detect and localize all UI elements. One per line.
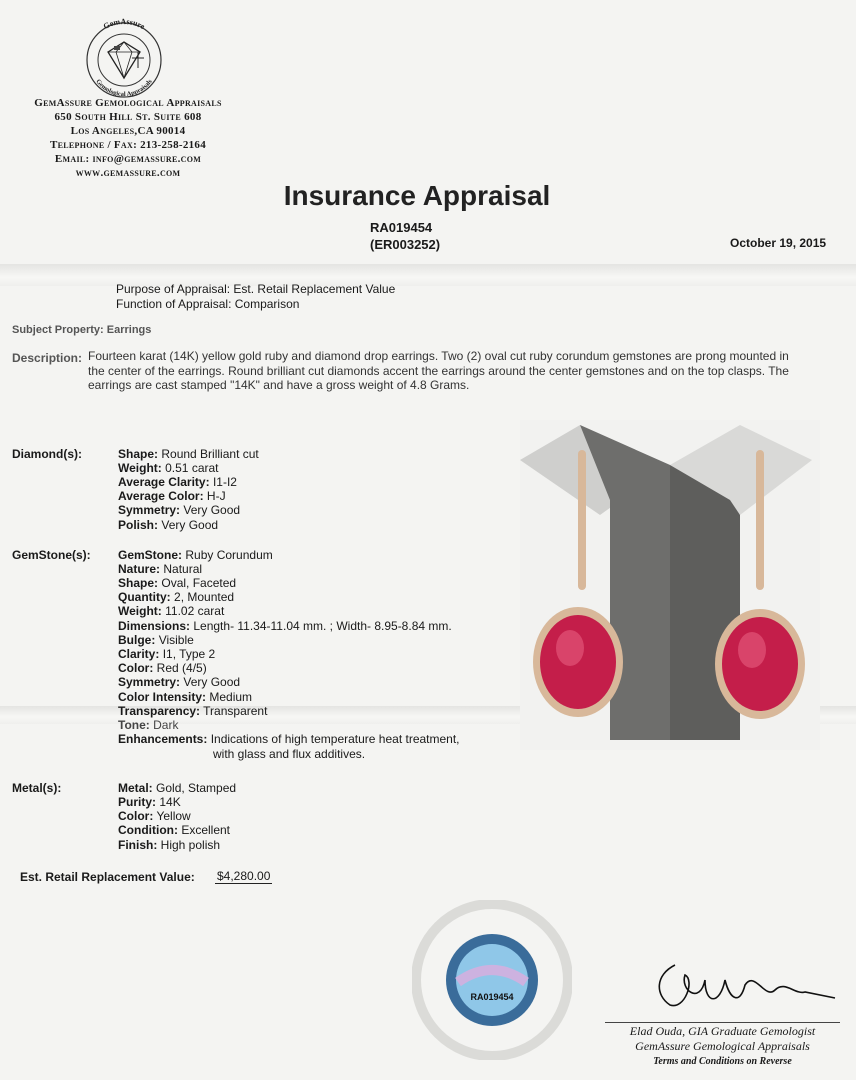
metal-row: Metal: Gold, Stamped	[118, 781, 237, 795]
gem-row: Nature: Natural	[118, 562, 203, 576]
terms-link[interactable]: Terms and Conditions on Reverse	[653, 1056, 792, 1067]
valuation-amount: $4,280.00	[217, 869, 271, 883]
company-address-line1: 650 South Hill St. Suite 608	[54, 111, 202, 123]
diamond-row-shape: Shape: Round Brilliant cut	[118, 447, 259, 461]
gem-row: Transparency: Transparent	[118, 704, 268, 718]
company-signature-line: GemAssure Gemological Appraisals	[635, 1039, 810, 1053]
gem-row: Dimensions: Length- 11.34-11.04 mm. ; Width- 8.95-8.84 mm.	[118, 619, 452, 633]
diamond-row-clarity: Average Clarity: I1-I2	[118, 475, 237, 489]
gem-row: Clarity: I1, Type 2	[118, 647, 216, 661]
company-email: Email: info@gemassure.com	[54, 153, 202, 165]
metal-row: Color: Yellow	[118, 809, 191, 823]
gem-row: GemStone: Ruby Corundum	[118, 548, 273, 562]
item-number: (ER003252)	[370, 237, 441, 252]
signature	[645, 950, 840, 1020]
company-address-block	[0, 96, 256, 180]
gem-row: Color Intensity: Medium	[118, 690, 253, 704]
diamond-row-weight: Weight: 0.51 carat	[118, 461, 219, 475]
metal-row: Finish: High polish	[118, 838, 221, 852]
hologram-seal	[412, 900, 572, 1060]
diamond-row-polish: Polish: Very Good	[118, 518, 219, 532]
company-address-line2: Los Angeles,CA 90014	[70, 125, 186, 137]
svg-text:Gemological Appraisals: Gemological Appraisals	[94, 78, 154, 98]
svg-text:RA019454: RA019454	[470, 992, 514, 1002]
gemassure-logo	[78, 18, 170, 98]
svg-text:GemAssure: GemAssure	[101, 18, 147, 32]
gem-row: Shape: Oval, Faceted	[118, 576, 237, 590]
gemologist-name: Elad Ouda, GIA Graduate Gemologist	[629, 1024, 816, 1038]
gemstones-label: GemStone(s):	[12, 548, 91, 562]
description-text: Fourteen karat (14K) yellow gold ruby and diamond drop earrings. Two (2) oval cut ruby corundum gemstones are prong mounted in the center of the earrings. Round brilliant cut diamonds accent the earrings around the center gemstones and on the top clasps. The earrings are cast stamped "14K" and have a gross weight of 4.8 Grams.	[88, 349, 789, 392]
appraisal-number: RA019454	[370, 220, 433, 235]
company-name: GemAssure Gemological Appraisals	[34, 97, 222, 109]
gem-row: Quantity: 2, Mounted	[118, 590, 235, 604]
document-title: Insurance Appraisal	[283, 180, 551, 211]
gem-row-enhancements-continued: with glass and flux additives.	[213, 747, 366, 761]
description-label: Description:	[12, 351, 83, 365]
appraisal-date: October 19, 2015	[730, 236, 827, 250]
diamonds-label: Diamond(s):	[12, 447, 82, 461]
gem-row: Tone: Dark	[118, 718, 179, 732]
company-phone: Telephone / Fax: 213-258-2164	[49, 139, 207, 151]
earrings-photo	[520, 420, 820, 750]
metals-label: Metal(s):	[12, 781, 62, 795]
function-line: Function of Appraisal: Comparison	[116, 297, 300, 311]
gem-row: Enhancements: Indications of high temperature heat treatment,	[118, 732, 460, 746]
signature-line	[605, 1022, 840, 1023]
gem-row: Weight: 11.02 carat	[118, 604, 225, 618]
gem-row: Bulge: Visible	[118, 633, 194, 647]
company-website: www.gemassure.com	[75, 167, 181, 179]
diamond-row-symmetry: Symmetry: Very Good	[118, 503, 241, 517]
signature-block	[600, 1024, 845, 1069]
purpose-line: Purpose of Appraisal: Est. Retail Replacement Value	[116, 282, 396, 296]
metal-row: Condition: Excellent	[118, 823, 231, 837]
diamond-row-color: Average Color: H-J	[118, 489, 226, 503]
subject-property: Subject Property: Earrings	[12, 324, 152, 336]
valuation-label: Est. Retail Replacement Value:	[20, 870, 195, 884]
gem-row: Symmetry: Very Good	[118, 675, 241, 689]
metal-row: Purity: 14K	[118, 795, 181, 809]
gem-row: Color: Red (4/5)	[118, 661, 207, 675]
